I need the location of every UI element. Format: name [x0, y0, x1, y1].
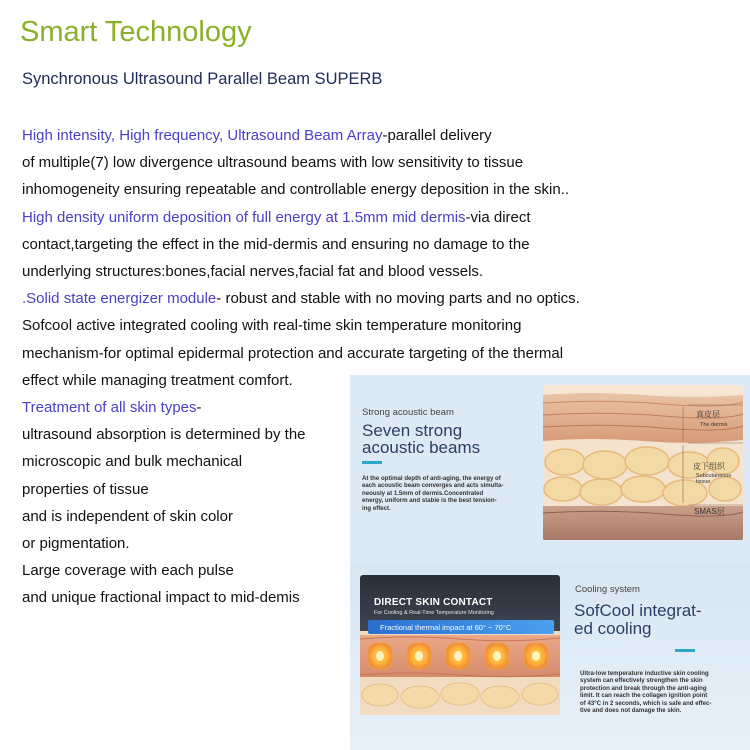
line-text: inhomogeneity ensuring repeatable and controllable energy deposition in the skin.. [22, 181, 570, 199]
beam-body-line: neously at 1.5mm of dermis.Concentrated [362, 489, 484, 497]
line-text: or pigmentation. [22, 535, 130, 552]
direct-contact-subtitle: For Cooling & Real-Time Temperature Monitoring [374, 610, 494, 616]
description-line [22, 263, 483, 280]
line-text: Sofcool active integrated cooling with real-time skin temperature monitoring [22, 317, 522, 335]
beam-accent-bar [362, 461, 382, 464]
beam-heading-2: acoustic beams [362, 438, 481, 457]
cooling-heading-2: ed cooling [574, 619, 652, 638]
cooling-body-line: limit. It can reach the collagen ignition point [580, 692, 708, 700]
description-line [22, 562, 234, 579]
subcut-label-en-2: tissue [696, 479, 711, 485]
description-line [22, 154, 523, 171]
description-line [22, 589, 300, 606]
skin-layers-image [543, 385, 743, 540]
line-text: of multiple(7) low divergence ultrasound beams with low sensitivity to tissue [22, 154, 524, 172]
description-line [22, 535, 130, 552]
description-line [22, 236, 530, 253]
beam-body-line: At the optimal depth of anti-aging, the energy of [362, 475, 501, 482]
description-line [22, 345, 563, 362]
description-line [22, 317, 521, 334]
line-text: and is independent of skin color [22, 507, 233, 525]
line-text: -via direct [465, 208, 531, 226]
line-text: and unique fractional impact to mid-demis [22, 589, 300, 607]
page-title: Smart Technology [20, 16, 252, 48]
highlighted-phrase: High density uniform deposition of full energy at 1.5mm mid dermis [22, 208, 466, 226]
description-line [22, 209, 531, 226]
line-text: mechanism-for optimal epidermal protection and accurate targeting of the thermal [22, 344, 564, 362]
cooling-body-line: system can effectively strengthen the skin [580, 677, 703, 685]
line-text: ultrasound absorption is determined by the [22, 426, 306, 444]
description-line [22, 453, 242, 470]
description-line [22, 399, 202, 416]
cooling-body-line: tive and does not damage the skin. [580, 707, 682, 715]
description-line [22, 426, 306, 443]
description-line [22, 290, 580, 307]
direct-contact-title: DIRECT SKIN CONTACT [374, 597, 493, 608]
line-text: - [196, 399, 202, 416]
highlighted-phrase: Treatment of all skin types [22, 399, 197, 416]
cooling-body [580, 670, 711, 714]
line-text: contact,targeting the effect in the mid-dermis and ensuring no damage to the [22, 235, 530, 253]
subcut-label-en-1: Subcutaneous [696, 473, 732, 479]
cooling-heading-1: SofCool integrat- [574, 601, 702, 620]
line-text: microscopic and bulk mechanical [22, 453, 243, 471]
description-line [22, 481, 149, 498]
description-line [22, 372, 293, 389]
cooling-accent-bar [675, 649, 695, 652]
line-text: -parallel delivery [382, 127, 492, 144]
line-text: Large coverage with each pulse [22, 562, 234, 580]
line-text: properties of tissue [22, 480, 149, 498]
dermis-label-cn: 真皮层 [696, 410, 720, 419]
infographic-panel [350, 375, 750, 750]
page-subtitle: Synchronous Ultrasound Parallel Beam SUPERB [22, 70, 383, 88]
smas-label: SMAS层 [694, 507, 725, 516]
line-text: effect while managing treatment comfort. [22, 371, 293, 389]
beam-body [362, 475, 504, 512]
cooling-body-line: of 43°C in 2 seconds, which is safe and effec- [580, 699, 712, 707]
highlighted-phrase: High intensity, High frequency, Ultrasound Beam Array [22, 127, 383, 144]
cooling-body-line: Ultra-low temperature inductive skin cooling [580, 670, 709, 677]
dermis-label-en: The dermis [700, 422, 728, 428]
line-text: - robust and stable with no moving parts and no optics. [216, 290, 580, 308]
cooling-body-line: protection and break through the anti-aging [580, 684, 707, 692]
highlighted-phrase: .Solid state energizer module [22, 290, 217, 308]
subcut-label-cn: 皮下组织 [693, 462, 725, 471]
beam-heading-1: Seven strong [362, 421, 463, 440]
description-line [22, 508, 233, 525]
line-text: underlying structures:bones,facial nerves,facial fat and blood vessels. [22, 263, 484, 280]
description-line [22, 127, 492, 144]
cooling-label: Cooling system [575, 584, 640, 595]
beam-body-line: each acoustic beam converges and acts simulta- [362, 482, 504, 490]
description-line [22, 181, 569, 198]
thermal-impact-text: Fractional thermal impact at 60° ~ 70°C [380, 623, 512, 632]
beam-body-line: energy, uniform and stable is the best tension- [362, 497, 497, 505]
beam-label: Strong acoustic beam [362, 407, 454, 418]
direct-contact-image [360, 575, 560, 715]
beam-body-line: ing effect. [362, 504, 391, 512]
